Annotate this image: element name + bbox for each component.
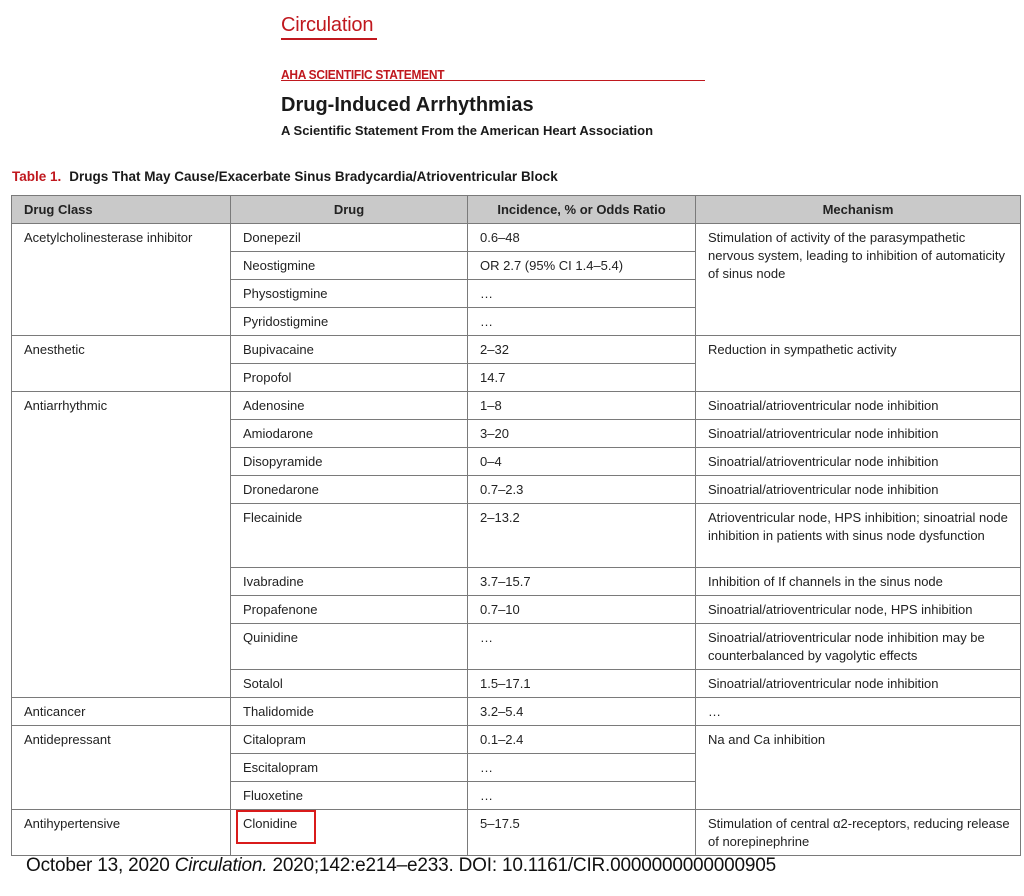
- cell-drug: Bupivacaine: [231, 336, 468, 364]
- cell-drug: Ivabradine: [231, 568, 468, 596]
- cell-drug: Dronedarone: [231, 476, 468, 504]
- cell-drug-class: Anesthetic: [12, 336, 231, 392]
- cell-incidence: 2–32: [468, 336, 696, 364]
- column-header-incidence: Incidence, % or Odds Ratio: [468, 196, 696, 224]
- table-row: [12, 392, 1021, 420]
- cell-incidence: …: [468, 624, 696, 670]
- journal-name: Circulation: [281, 14, 374, 36]
- cell-drug: Physostigmine: [231, 280, 468, 308]
- cell-mechanism: Sinoatrial/atrioventricular node inhibition: [696, 476, 1021, 504]
- citation-reference: 2020;142:e214–e233. DOI: 10.1161/CIR.0000000000000905: [272, 855, 776, 876]
- cell-drug: Donepezil: [231, 224, 468, 252]
- journal-underline: [281, 38, 377, 40]
- cell-mechanism: Stimulation of activity of the parasympathetic nervous system, leading to inhibition of automaticity of sinus node: [696, 224, 1021, 336]
- cell-incidence: 0.6–48: [468, 224, 696, 252]
- cell-mechanism: Stimulation of central α2-receptors, reducing release of norepinephrine: [696, 810, 1021, 856]
- cell-incidence: …: [468, 308, 696, 336]
- cell-incidence: …: [468, 782, 696, 810]
- cell-mechanism: Sinoatrial/atrioventricular node inhibition: [696, 670, 1021, 698]
- cell-drug: Citalopram: [231, 726, 468, 754]
- citation-journal: Circulation.: [174, 855, 268, 876]
- cell-incidence: …: [468, 280, 696, 308]
- cell-drug: Amiodarone: [231, 420, 468, 448]
- statement-type: AHA SCIENTIFIC STATEMENT: [281, 67, 445, 82]
- cell-incidence: 0.1–2.4: [468, 726, 696, 754]
- cell-mechanism: Inhibition of If channels in the sinus node: [696, 568, 1021, 596]
- cell-drug: Thalidomide: [231, 698, 468, 726]
- article-title: Drug-Induced Arrhythmias: [281, 94, 534, 116]
- cell-incidence: 2–13.2: [468, 504, 696, 568]
- cell-incidence: 0.7–2.3: [468, 476, 696, 504]
- cell-drug: Sotalol: [231, 670, 468, 698]
- cell-incidence: 0.7–10: [468, 596, 696, 624]
- cell-incidence: 3.2–5.4: [468, 698, 696, 726]
- cell-drug: Escitalopram: [231, 754, 468, 782]
- cell-incidence: 5–17.5: [468, 810, 696, 856]
- cell-incidence: 0–4: [468, 448, 696, 476]
- table-row: [12, 224, 1021, 252]
- table-caption: [12, 169, 558, 184]
- cell-mechanism: Reduction in sympathetic activity: [696, 336, 1021, 392]
- cell-drug: Pyridostigmine: [231, 308, 468, 336]
- cell-drug: Disopyramide: [231, 448, 468, 476]
- article-subtitle: A Scientific Statement From the American Heart Association: [281, 123, 654, 138]
- column-header-drug-class: Drug Class: [12, 196, 231, 224]
- cell-incidence: 1.5–17.1: [468, 670, 696, 698]
- cell-mechanism: Atrioventricular node, HPS inhibition; sinoatrial node inhibition in patients with sinus node dysfunction: [696, 504, 1021, 568]
- cell-mechanism: Sinoatrial/atrioventricular node, HPS inhibition: [696, 596, 1021, 624]
- table-body: [12, 224, 1021, 856]
- table-caption-label: Table 1.: [12, 169, 62, 184]
- highlight-box: [236, 810, 316, 844]
- cell-drug: Neostigmine: [231, 252, 468, 280]
- cell-drug-class: Acetylcholinesterase inhibitor: [12, 224, 231, 336]
- cell-drug: Propofol: [231, 364, 468, 392]
- column-header-mechanism: Mechanism: [696, 196, 1021, 224]
- cell-incidence: …: [468, 754, 696, 782]
- cell-drug: Fluoxetine: [231, 782, 468, 810]
- citation-date: October 13, 2020: [26, 855, 170, 876]
- citation: [26, 855, 776, 877]
- cell-drug-class: Antidepressant: [12, 726, 231, 810]
- cell-mechanism: Sinoatrial/atrioventricular node inhibition: [696, 392, 1021, 420]
- cell-drug-class: Antihypertensive: [12, 810, 231, 856]
- table-row: [12, 336, 1021, 364]
- cell-incidence: 3–20: [468, 420, 696, 448]
- statement-rule: [281, 80, 705, 81]
- table-row: [12, 698, 1021, 726]
- cell-drug: Quinidine: [231, 624, 468, 670]
- table-caption-text: Drugs That May Cause/Exacerbate Sinus Bradycardia/Atrioventricular Block: [69, 169, 558, 184]
- cell-drug: Flecainide: [231, 504, 468, 568]
- cell-incidence: 14.7: [468, 364, 696, 392]
- table-header-row: [12, 196, 1021, 224]
- cell-drug: Clonidine: [231, 810, 468, 856]
- column-header-drug: Drug: [231, 196, 468, 224]
- cell-drug: Adenosine: [231, 392, 468, 420]
- table-row: [12, 726, 1021, 754]
- drug-table: [11, 195, 1021, 856]
- cell-mechanism: Sinoatrial/atrioventricular node inhibition may be counterbalanced by vagolytic effects: [696, 624, 1021, 670]
- cell-drug-class: Antiarrhythmic: [12, 392, 231, 698]
- cell-mechanism: Na and Ca inhibition: [696, 726, 1021, 810]
- cell-mechanism: Sinoatrial/atrioventricular node inhibition: [696, 420, 1021, 448]
- cell-mechanism: …: [696, 698, 1021, 726]
- cell-incidence: 3.7–15.7: [468, 568, 696, 596]
- cell-incidence: OR 2.7 (95% CI 1.4–5.4): [468, 252, 696, 280]
- cell-drug: Propafenone: [231, 596, 468, 624]
- cell-incidence: 1–8: [468, 392, 696, 420]
- cell-drug-class: Anticancer: [12, 698, 231, 726]
- cell-mechanism: Sinoatrial/atrioventricular node inhibition: [696, 448, 1021, 476]
- table-row: [12, 810, 1021, 856]
